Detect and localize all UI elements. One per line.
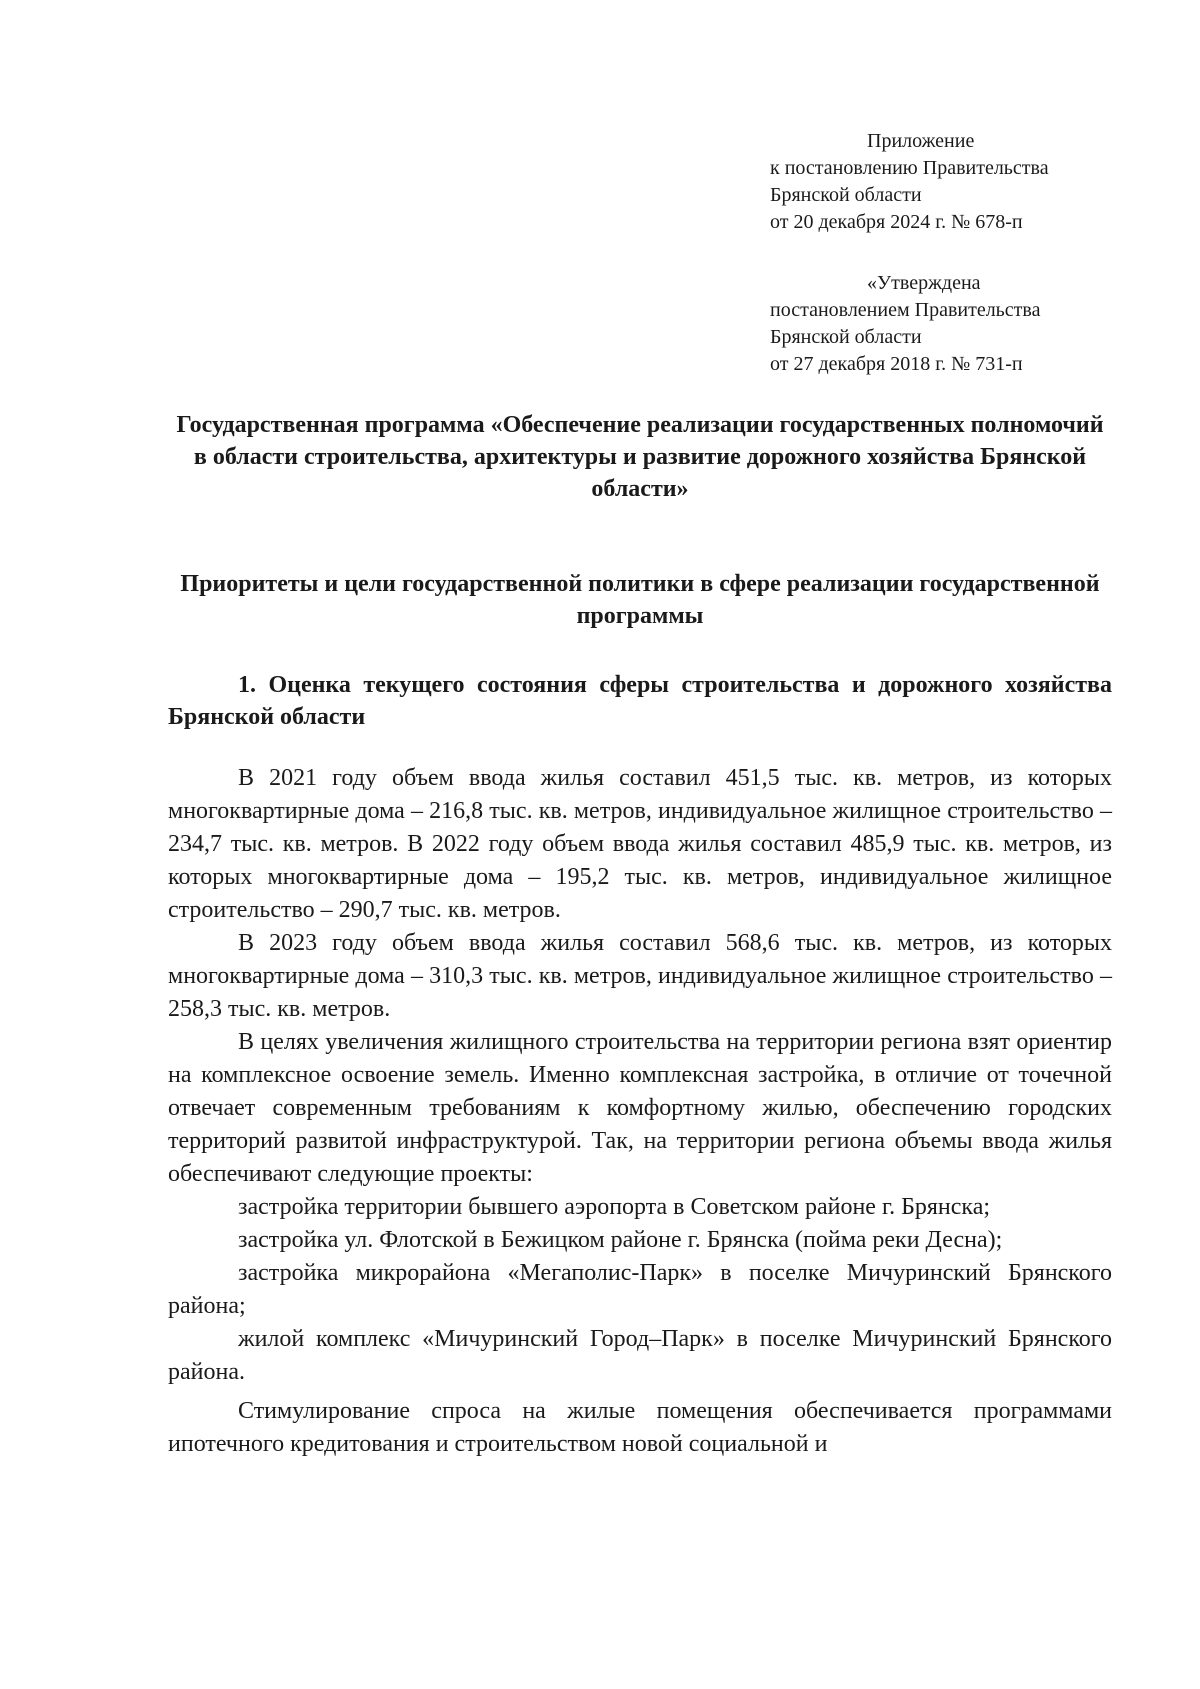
section-1-heading: 1. Оценка текущего состояния сферы строительства и дорожного хозяйства Брянской области bbox=[168, 672, 1112, 730]
approved-block bbox=[770, 270, 1040, 378]
approved-line: от 27 декабря 2018 г. № 731-п bbox=[770, 353, 1023, 375]
paragraph: Стимулирование спроса на жилые помещения обеспечивается программами ипотечного кредитования и строительством новой социальной и bbox=[168, 1398, 1112, 1457]
appendix-line: к постановлению Правительства bbox=[770, 157, 1049, 179]
list-item: застройка территории бывшего аэропорта в Советском районе г. Брянска; bbox=[238, 1194, 991, 1220]
list-item: жилой комплекс «Мичуринский Город–Парк» в поселке Мичуринский Брянского района. bbox=[168, 1326, 1112, 1385]
list-item: застройка ул. Флотской в Бежицком районе г. Брянска (пойма реки Десна); bbox=[238, 1227, 1003, 1253]
approved-line: постановлением Правительства bbox=[770, 299, 1041, 321]
list-item: застройка микрорайона «Мегаполис-Парк» в поселке Мичуринский Брянского района; bbox=[168, 1260, 1112, 1319]
appendix-line: Приложение bbox=[867, 130, 975, 152]
body-text bbox=[168, 762, 1112, 1461]
appendix-block bbox=[770, 128, 1049, 236]
paragraph: В 2021 году объем ввода жилья составил 451,5 тыс. кв. метров, из которых многоквартирные дома – 216,8 тыс. кв. метров, индивидуальное жилищное строительство – 234,7 тыс. кв. метров. В 2022 году объем ввода жилья составил 485,9 тыс. кв. метров, из которых многоквартирные дома – 195,2 тыс. кв. метров, индивидуальное жилищное строительство – 290,7 тыс. кв. метров. bbox=[168, 765, 1112, 923]
paragraph: В целях увеличения жилищного строительства на территории региона взят ориентир на комплексное освоение земель. Именно комплексная застройка, в отличие от точечной отвечает современным требованиям к комфортному жилью, обеспечению городских территорий развитой инфраструктурой. Так, на территории региона объемы ввода жилья обеспечивают следующие проекты: bbox=[168, 1029, 1112, 1187]
priorities-title: Приоритеты и цели государственной политики в сфере реализации государственной программы bbox=[180, 571, 1100, 629]
approved-line: Брянской области bbox=[770, 326, 922, 348]
program-title: Государственная программа «Обеспечение реализации государственных полномочий в области строительства, архитектуры и развитие дорожного хозяйства Брянской области» bbox=[176, 412, 1104, 502]
approved-line: «Утверждена bbox=[867, 272, 981, 294]
appendix-line: Брянской области bbox=[770, 184, 922, 206]
paragraph: В 2023 году объем ввода жилья составил 568,6 тыс. кв. метров, из которых многоквартирные дома – 310,3 тыс. кв. метров, индивидуальное жилищное строительство – 258,3 тыс. кв. метров. bbox=[168, 930, 1112, 1022]
appendix-line: от 20 декабря 2024 г. № 678-п bbox=[770, 211, 1023, 233]
